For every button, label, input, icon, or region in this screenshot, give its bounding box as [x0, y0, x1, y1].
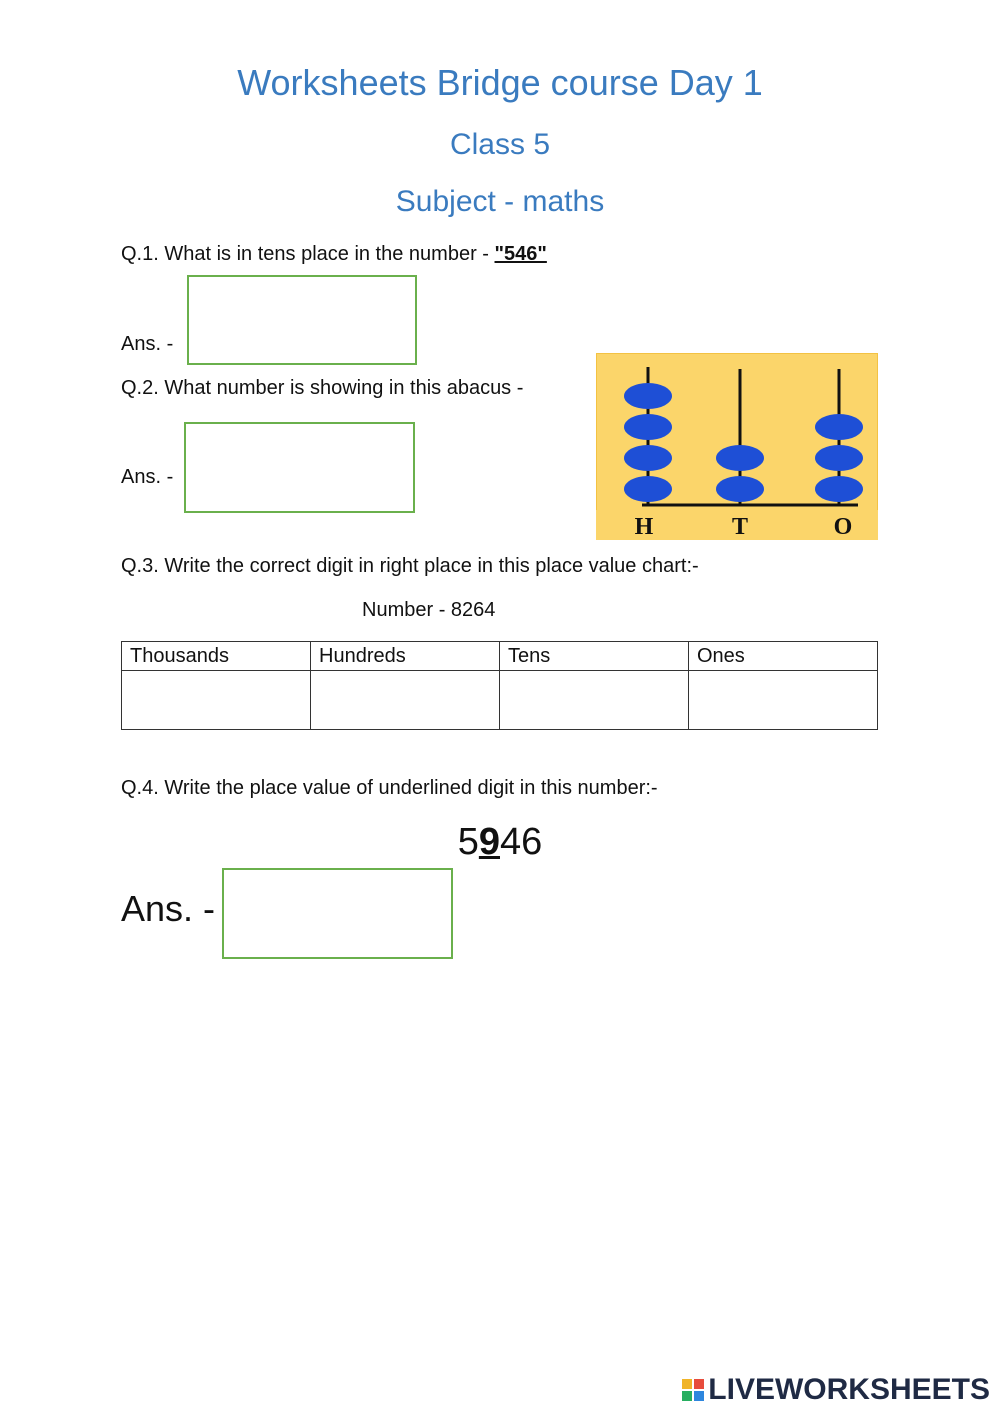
- question-1: [121, 243, 547, 266]
- abacus-bead-tens: [716, 445, 764, 471]
- header-thousands: Thousands: [122, 642, 311, 671]
- header-ones: Ones: [689, 642, 878, 671]
- abacus-bead-ones: [815, 445, 863, 471]
- answer-4-input[interactable]: [222, 868, 453, 959]
- abacus-bead-hundreds: [624, 476, 672, 502]
- answer-2-label: Ans. -: [121, 466, 174, 488]
- abacus-label-h: H: [634, 514, 654, 540]
- class-label: Class 5: [449, 128, 551, 161]
- worksheet-title: Worksheets Bridge course Day 1: [237, 62, 763, 103]
- header-tens: Tens: [500, 642, 689, 671]
- abacus-label-o: O: [833, 514, 853, 540]
- abacus-beads-ones: [815, 414, 863, 502]
- answer-1-input[interactable]: [187, 275, 417, 365]
- answer-4-label: Ans. -: [121, 888, 216, 929]
- abacus-bead-hundreds: [624, 383, 672, 409]
- question-1-text: Q.1. What is in tens place in the number -: [121, 243, 495, 265]
- question-3-text: Q.3. Write the correct digit in right place in this place value chart:-: [121, 555, 699, 577]
- answer-2-input[interactable]: [184, 422, 415, 513]
- question-2-text: Q.2. What number is showing in this abacus -: [121, 377, 524, 399]
- number-digits-after: 46: [500, 821, 543, 863]
- number-digit-before: 5: [457, 821, 479, 863]
- abacus-image: [596, 353, 878, 540]
- place-value-answer-row: [122, 671, 878, 730]
- abacus-bead-ones: [815, 414, 863, 440]
- header-hundreds: Hundreds: [311, 642, 500, 671]
- place-value-chart: [121, 641, 878, 730]
- liveworksheets-logo-icon: [682, 1379, 704, 1401]
- question-1-number: "546": [494, 243, 547, 265]
- cell-thousands-input[interactable]: [122, 671, 311, 730]
- abacus-bead-ones: [815, 476, 863, 502]
- answer-1-label: Ans. -: [121, 333, 174, 355]
- place-value-header-row: [122, 642, 878, 671]
- question-3-number: Number - 8264: [362, 599, 496, 621]
- subject-label: Subject - maths: [395, 185, 605, 218]
- cell-tens-input[interactable]: [500, 671, 689, 730]
- liveworksheets-logo: [682, 1373, 990, 1407]
- question-4-text: Q.4. Write the place value of underlined digit in this number:-: [121, 777, 658, 799]
- abacus-bead-hundreds: [624, 414, 672, 440]
- cell-hundreds-input[interactable]: [311, 671, 500, 730]
- abacus-bead-hundreds: [624, 445, 672, 471]
- abacus-bead-tens: [716, 476, 764, 502]
- question-4-number: [0, 821, 1000, 864]
- number-underlined-digit: 9: [478, 821, 500, 863]
- liveworksheets-brand: LIVEWORKSHEETS: [708, 1373, 990, 1406]
- cell-ones-input[interactable]: [689, 671, 878, 730]
- abacus-label-t: T: [731, 514, 749, 540]
